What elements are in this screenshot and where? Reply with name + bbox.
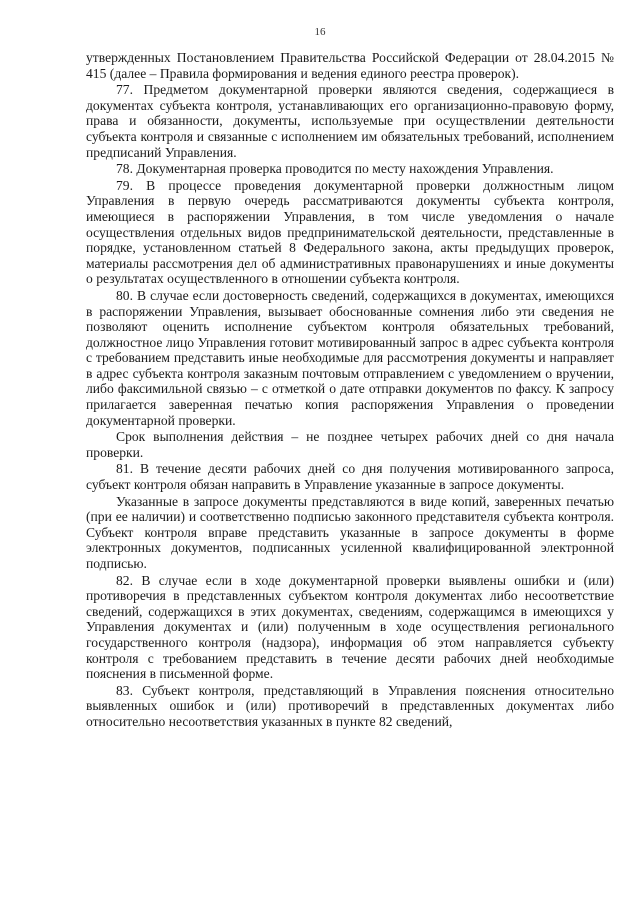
paragraph-80-deadline: Срок выполнения действия – не позднее четырех рабочих дней со дня начала проверки. (86, 429, 614, 460)
paragraph-continuation: утвержденных Постановлением Правительства Российской Федерации от 28.04.2015 № 415 (далее – Правила формирования и ведения единого реестра проверок). (86, 50, 614, 81)
document-body (86, 50, 614, 731)
paragraph-79: 79. В процессе проведения документарной проверки должностным лицом Управления в первую очередь рассматриваются документы субъекта контроля, имеющиеся в распоряжении Управления, в том числе уведомления о начале осуществления отдельных видов предпринимательской деятельности, представленные в порядке, установленном статьей 8 Федерального закона, акты предыдущих проверок, материалы рассмотрения дел об административных правонарушениях и иные документы о результатах осуществленного в отношении субъекта контроля. (86, 177, 614, 287)
paragraph-81: 81. В течение десяти рабочих дней со дня получения мотивированного запроса, субъект контроля обязан направить в Управление указанные в запросе документы. (86, 461, 614, 493)
paragraph-78: 78. Документарная проверка проводится по месту нахождения Управления. (116, 161, 554, 177)
paragraph-82: 82. В случае если в ходе документарной проверки выявлены ошибки и (или) противоречия в представленных субъектом контроля документах либо несоответствие сведений, содержащихся в этих документах, сведениям, содержащимся в имеющихся у Управления документах и (или) полученным в ходе осуществления регионального государственного контроля (надзора), информация об этом направляется субъекту контроля с требованием представить в течение десяти рабочих дней необходимые пояснения в письменной форме. (86, 572, 614, 682)
paragraph-80: 80. В случае если достоверность сведений, содержащихся в документах, имеющихся в распоряжении Управления, вызывает обоснованные сомнения либо эти сведения не позволяют оценить исполнение субъектом контроля обязательных требований, должностное лицо Управления готовит мотивированный запрос в адрес субъекта контроля с требованием представить иные необходимые для рассмотрения документы и направляет в адрес субъекта контроля заказным почтовым отправлением с уведомлением о вручении, либо факсимильной связью – с отметкой о дате отправки документов по факсу. К запросу прилагается заверенная печатью копия распоряжения Управления о проведении документарной проверки. (86, 287, 614, 428)
page-number: 16 (314, 26, 326, 38)
paragraph-81-documents: Указанные в запросе документы представляются в виде копий, заверенных печатью (при ее наличии) и соответственно подписью законного представителя субъекта контроля. Субъект контроля вправе представить указанные в запросе документы в форме электронных документов, подписанных усиленной квалифицированной электронной подписью. (86, 493, 614, 571)
paragraph-77: 77. Предметом документарной проверки являются сведения, содержащиеся в документах субъекта контроля, устанавливающих его организационно-правовую форму, права и обязанности, документы, используемые при осуществлении деятельности субъекта контроля и связанные с исполнением им обязательных требований, исполнением предписаний Управления. (86, 82, 614, 160)
paragraph-83: 83. Субъект контроля, представляющий в Управления пояснения относительно выявленных ошибок и (или) противоречий в представленных документах либо относительно несоответствия указанных в пункте 82 сведений, (86, 682, 614, 729)
